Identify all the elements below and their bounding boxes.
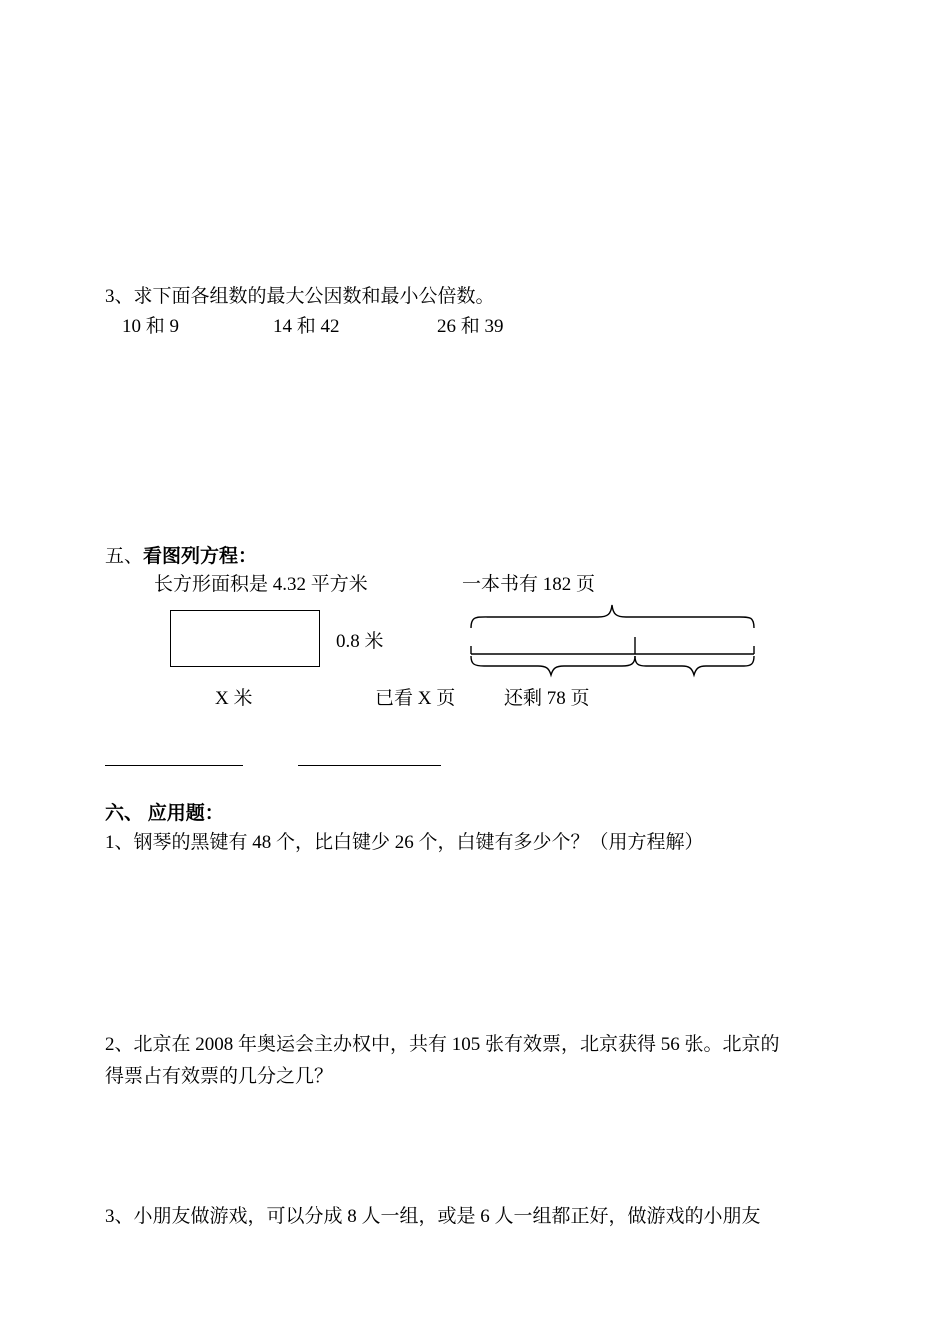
rectangle-bottom-label: X 米 [215,688,253,709]
rectangle-side-label: 0.8 米 [336,631,384,652]
read-pages-label: 已看 X 页 [375,688,456,709]
answer-blank-2[interactable] [298,765,441,766]
top-brace [471,605,754,628]
application-question-2-line-1: 2、北京在 2008 年奥运会主办权中，共有 105 张有效票，北京获得 56 张。北京的 [105,1034,780,1055]
application-question-2-line-2: 得票占有效票的几分之几？ [105,1066,334,1087]
book-total-label: 一本书有 182 页 [462,574,596,595]
number-pair-1: 10 和 9 [122,316,180,337]
remaining-pages-label: 还剩 78 页 [504,688,590,709]
number-pair-2: 14 和 42 [273,316,340,337]
section-6-heading: 六、 应用题： [105,803,224,824]
application-question-1: 1、钢琴的黑键有 48 个，比白键少 26 个，白键有多少个？（用方程解） [105,832,704,853]
application-question-3: 3、小朋友做游戏，可以分成 8 人一组，或是 6 人一组都正好，做游戏的小朋友 [105,1206,761,1227]
section-5-number: 五、 [105,546,144,567]
read-brace [471,656,635,675]
section-5-title: 看图列方程： [143,546,258,567]
remaining-brace [635,656,754,675]
gcd-lcm-question: 3、求下面各组数的最大公因数和最小公倍数。 [105,286,495,307]
rectangle-area-label: 长方形面积是 4.32 平方米 [154,574,368,595]
answer-blank-1[interactable] [105,765,243,766]
number-pair-3: 26 和 39 [437,316,504,337]
